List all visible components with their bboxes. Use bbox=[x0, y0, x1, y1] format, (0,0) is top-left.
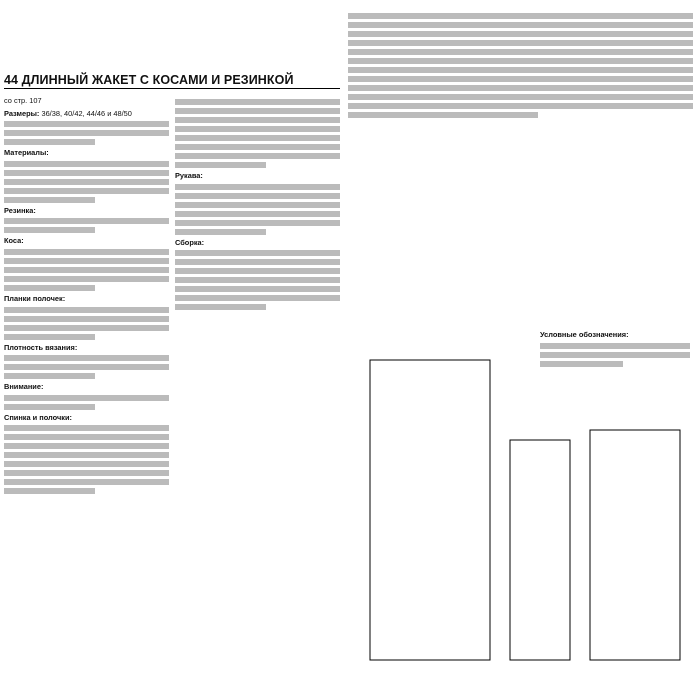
sizes: Размеры: 36/38, 40/42, 44/46 и 48/50 bbox=[4, 108, 132, 118]
cable: Коса: bbox=[4, 236, 169, 291]
ribbing: Резинка: bbox=[4, 206, 169, 234]
size-note bbox=[4, 121, 169, 145]
schematic-area bbox=[350, 340, 690, 680]
legend: Условные обозначения: bbox=[540, 330, 690, 370]
see-page: со стр. 107 bbox=[4, 96, 42, 105]
column-2 bbox=[175, 96, 340, 313]
sleeves: Рукава: bbox=[175, 171, 340, 235]
attention: Внимание: bbox=[4, 382, 169, 410]
back-and-fronts: Спинка и полочки: bbox=[4, 413, 169, 495]
column-3 bbox=[348, 10, 693, 121]
column-1 bbox=[4, 96, 169, 497]
front-bands: Планки полочек: bbox=[4, 294, 169, 340]
page-title: 44 ДЛИННЫЙ ЖАКЕТ С КОСАМИ И РЕЗИНКОЙ bbox=[4, 73, 294, 87]
assembly: Сборка: bbox=[175, 238, 340, 311]
gauge: Плотность вязания: bbox=[4, 343, 169, 380]
title-rule bbox=[4, 88, 340, 89]
materials: Материалы: bbox=[4, 148, 169, 203]
